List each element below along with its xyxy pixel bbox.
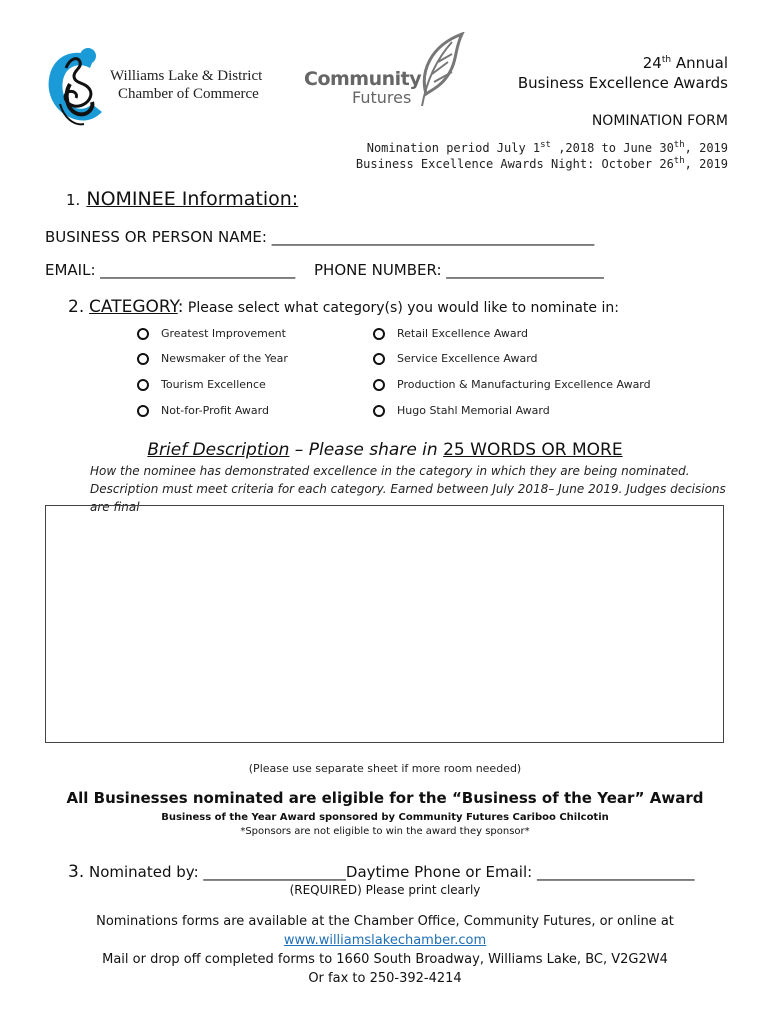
awards-night-line [356, 156, 728, 172]
separate-sheet-note: (Please use separate sheet if more room needed) [248, 762, 522, 775]
brief-description-heading [0, 440, 770, 460]
category-tourism[interactable] [137, 378, 266, 391]
category-label: Production & Manufacturing Excellence Award [397, 378, 651, 391]
night-sup: th [673, 156, 685, 166]
available-line: Nominations forms are available at the Chamber Office, Community Futures, or online at [96, 914, 674, 929]
category-label: Retail Excellence Award [397, 327, 528, 340]
sponsored-by-note: Business of the Year Award sponsored by Community Futures Cariboo Chilcotin [161, 812, 609, 823]
availability-info [0, 912, 770, 988]
brief-dash-text: – Please share in [289, 440, 444, 460]
category-service[interactable] [373, 352, 538, 365]
award-title-line1 [518, 53, 728, 73]
radio-icon[interactable] [137, 353, 149, 365]
community-futures-word2: Futures [352, 88, 412, 107]
radio-icon[interactable] [373, 353, 385, 365]
category-newsmaker[interactable] [137, 352, 288, 365]
brief-emphasis: 25 WORDS OR MORE [443, 440, 623, 460]
radio-icon[interactable] [373, 405, 385, 417]
award-number-suffix: th [661, 55, 672, 65]
description-textbox[interactable] [45, 505, 724, 743]
night-prefix: Business Excellence Awards Night: October 26 [355, 157, 674, 171]
brief-description-instructions: How the nominee has demonstrated excellence in the category in which they are being nominated. Description must meet criteria for each category. Earned between July 2018– June 2019. Judges decisions are final [90, 464, 726, 514]
section1-title: NOMINEE Information: [86, 188, 299, 210]
radio-icon[interactable] [137, 328, 149, 340]
section2-title: CATEGORY [89, 297, 178, 317]
radio-icon[interactable] [137, 379, 149, 391]
award-title [518, 53, 728, 93]
sponsor-note: *Sponsors are not eligible to win the award they sponsor* [240, 826, 530, 837]
category-label: Tourism Excellence [161, 378, 266, 391]
website-link[interactable]: www.williamslakechamber.com [283, 933, 487, 948]
form-title: NOMINATION FORM [591, 113, 728, 129]
business-name-field[interactable]: BUSINESS OR PERSON NAME: ___________________________________________ [45, 228, 595, 246]
community-futures-word1: Community [304, 68, 422, 90]
nominated-by-field[interactable]: Nominated by: ___________________Daytime Phone or Email: _____________________ [84, 863, 695, 881]
fax-line: Or fax to 250-392-4214 [308, 971, 462, 986]
section2-number: 2. [68, 297, 85, 317]
category-label: Newsmaker of the Year [161, 352, 288, 365]
required-note: (REQUIRED) Please print clearly [289, 883, 481, 897]
section2-prompt: Please select what category(s) you would like to nominate in: [183, 300, 619, 316]
radio-icon[interactable] [137, 405, 149, 417]
category-not-for-profit[interactable] [137, 404, 269, 417]
chamber-name [110, 67, 262, 103]
chamber-name-line1: Williams Lake & District [110, 68, 263, 84]
category-label: Not-for-Profit Award [161, 404, 269, 417]
period-sup1: st [540, 140, 551, 150]
period-line [356, 140, 728, 156]
section3-number: 3. [68, 862, 85, 882]
section1-number: 1. [66, 191, 81, 209]
brief-title: Brief Description [147, 440, 290, 460]
period-mid: ,2018 to June 30 [550, 141, 674, 155]
category-greatest-improvement[interactable] [137, 327, 286, 340]
section3-heading [68, 862, 694, 882]
phone-number-field[interactable]: PHONE NUMBER: _____________________ [314, 261, 604, 279]
nomination-period [356, 140, 728, 172]
category-hugo-stahl[interactable] [373, 404, 550, 417]
mail-line: Mail or drop off completed forms to 1660 South Broadway, Williams Lake, BC, V2G2W4 [102, 952, 668, 967]
category-label: Service Excellence Award [397, 352, 538, 365]
award-number: 24 [642, 54, 662, 72]
period-sup2: th [673, 140, 685, 150]
section2-heading [68, 297, 619, 317]
category-retail[interactable] [373, 327, 528, 340]
chamber-name-line2: Chamber of Commerce [118, 86, 259, 102]
radio-icon[interactable] [373, 379, 385, 391]
night-end: , 2019 [684, 157, 728, 171]
award-title-rest: Annual [671, 54, 728, 72]
eligibility-heading: All Businesses nominated are eligible for the “Business of the Year” Award [66, 789, 704, 807]
category-production-manufacturing[interactable] [373, 378, 651, 391]
radio-icon[interactable] [373, 328, 385, 340]
section1-heading [66, 188, 298, 210]
category-label: Greatest Improvement [161, 327, 286, 340]
section2-colon: : [177, 297, 184, 317]
period-end: , 2019 [684, 141, 728, 155]
period-prefix: Nomination period July 1 [366, 141, 541, 155]
email-field[interactable]: EMAIL: __________________________ [45, 261, 296, 279]
award-title-line2: Business Excellence Awards [517, 74, 728, 92]
chamber-logo [44, 44, 114, 128]
category-label: Hugo Stahl Memorial Award [397, 404, 550, 417]
